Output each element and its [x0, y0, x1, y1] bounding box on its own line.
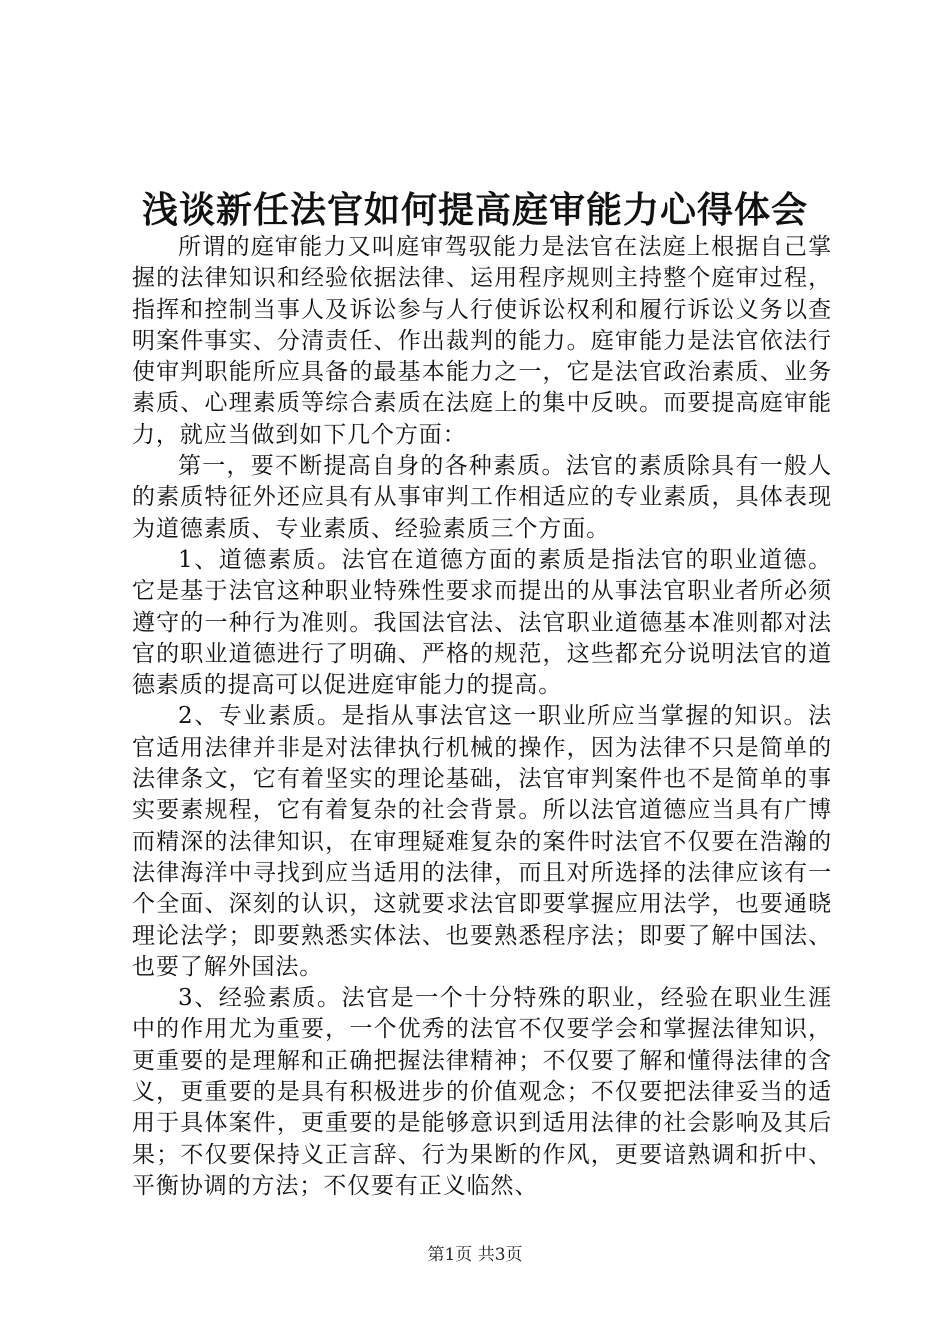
page-number-footer: 第1页 共3页 [427, 1245, 523, 1265]
paragraph-first-point: 第一，要不断提高自身的各种素质。法官的素质除具有一般人的素质特征外还应具有从事审判工作相适应的专业素质，具体表现为道德素质、专业素质、经验素质三个方面。 [132, 453, 832, 542]
document-title: 浅谈新任法官如何提高庭审能力心得体会 [141, 189, 808, 231]
document-body [132, 232, 832, 1202]
paragraph-professional-quality: 2、专业素质。是指从事法官这一职业所应当掌握的知识。法官适用法律并非是对法律执行机械的操作，因为法律不只是简单的法律条文，它有着坚实的理论基础，法官审判案件也不是简单的事实要素规程，它有着复杂的社会背景。所以法官道德应当具有广博而精深的法律知识，在审理疑难复杂的案件时法官不仅要在浩瀚的法律海洋中寻找到应当适用的法律，而且对所选择的法律应该有一个全面、深刻的认识，这就要求法官即要掌握应用法学，也要通晓理论法学；即要熟悉实体法、也要熟悉程序法；即要了解中国法、也要了解外国法。 [132, 703, 832, 980]
paragraph-experience-quality: 3、经验素质。法官是一个十分特殊的职业，经验在职业生涯中的作用尤为重要，一个优秀的法官不仅要学会和掌握法律知识，更重要的是理解和正确把握法律精神；不仅要了解和懂得法律的含义，更重要的是具有积极进步的价值观念；不仅要把法律妥当的适用于具体案件，更重要的是能够意识到适用法律的社会影响及其后果；不仅要保持义正言辞、行为果断的作风，更要谙熟调和折中、平衡协调的方法；不仅要有正义临然、 [132, 985, 832, 1199]
paragraph-moral-quality: 1、道德素质。法官在道德方面的素质是指法官的职业道德。它是基于法官这种职业特殊性要求而提出的从事法官职业者所必须遵守的一种行为准则。我国法官法、法官职业道德基本准则都对法官的职业道德进行了明确、严格的规范，这些都充分说明法官的道德素质的提高可以促进庭审能力的提高。 [132, 546, 832, 699]
paragraph-intro: 所谓的庭审能力又叫庭审驾驭能力是法官在法庭上根据自己掌握的法律知识和经验依据法律、运用程序规则主持整个庭审过程，指挥和控制当事人及诉讼参与人行使诉讼权利和履行诉讼义务以查明案件事实、分清责任、作出裁判的能力。庭审能力是法官依法行使审判职能所应具备的最基本能力之一，它是法官政治素质、业务素质、心理素质等综合素质在法庭上的集中反映。而要提高庭审能力，就应当做到如下几个方面： [132, 234, 832, 448]
